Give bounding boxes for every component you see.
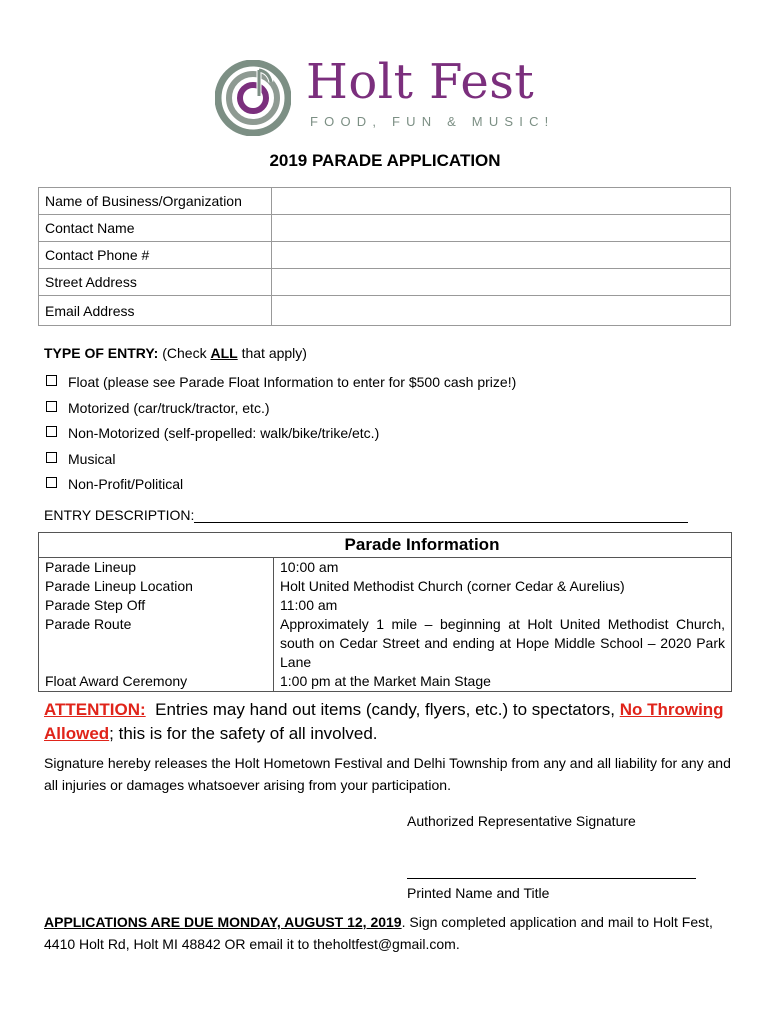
entry-option-float[interactable] [46, 372, 516, 392]
parade-label: Parade Step Off [39, 596, 274, 615]
option-label: Non-Motorized (self-propelled: walk/bike/trike/etc.) [68, 425, 380, 441]
parade-info-table [38, 532, 732, 692]
parade-value: 11:00 am [274, 596, 732, 615]
checkbox[interactable] [46, 452, 57, 463]
attention-tail: ; this is for the safety of all involved. [109, 724, 378, 743]
due-notice [44, 911, 744, 955]
logo-tagline: FOOD, FUN & MUSIC! [310, 114, 555, 129]
entry-description-field[interactable] [194, 508, 688, 523]
signature-field[interactable] [407, 878, 696, 879]
checkbox[interactable] [46, 401, 57, 412]
entry-description-label: ENTRY DESCRIPTION: [44, 507, 195, 523]
entry-option-musical[interactable] [46, 449, 115, 469]
logo-title: Holt Fest [306, 54, 535, 110]
contact-row [39, 188, 731, 215]
contact-label: Contact Phone # [39, 242, 272, 269]
table-row [39, 672, 732, 692]
contact-table [38, 187, 731, 326]
option-label: Motorized (car/truck/tractor, etc.) [68, 400, 270, 416]
entry-option-motorized[interactable] [46, 398, 270, 418]
contact-row [39, 296, 731, 326]
contact-phone-field[interactable] [272, 242, 731, 269]
email-address-field[interactable] [272, 296, 731, 326]
attention-label: ATTENTION: [44, 700, 146, 719]
table-row [39, 558, 732, 578]
due-date: APPLICATIONS ARE DUE MONDAY, AUGUST 12, 2019 [44, 914, 402, 930]
contact-row [39, 215, 731, 242]
checkbox[interactable] [46, 375, 57, 386]
signature-label: Authorized Representative Signature [407, 813, 636, 829]
parade-value: Holt United Methodist Church (corner Cedar & Aurelius) [274, 577, 732, 596]
street-address-field[interactable] [272, 269, 731, 296]
checkbox[interactable] [46, 477, 57, 488]
parade-value: Approximately 1 mile – beginning at Holt United Methodist Church, south on Cedar Street and ending at Hope Middle School – 2020 Park Lane [274, 615, 732, 672]
entry-option-non-motorized[interactable] [46, 423, 379, 443]
table-row [39, 615, 732, 672]
option-label: Float (please see Parade Float Information to enter for $500 cash prize!) [68, 374, 517, 390]
contact-name-field[interactable] [272, 215, 731, 242]
parade-value: 1:00 pm at the Market Main Stage [274, 672, 732, 692]
page-title: 2019 PARADE APPLICATION [269, 151, 501, 170]
table-row [39, 577, 732, 596]
attention-text: Entries may hand out items (candy, flyers, etc.) to spectators, [155, 700, 615, 719]
holt-fest-logo-icon [215, 60, 291, 136]
parade-info-heading: Parade Information [39, 533, 732, 558]
contact-label: Contact Name [39, 215, 272, 242]
contact-label: Name of Business/Organization [39, 188, 272, 215]
entry-type-heading [44, 343, 307, 363]
due-text: . Sign completed application and mail to Holt Fest, 4410 Holt Rd, Holt MI 48842 OR email it to theholtfest@gmail.com. [44, 914, 713, 952]
parade-label: Parade Lineup [39, 558, 274, 578]
option-label: Non-Profit/Political [68, 476, 184, 492]
entry-option-non-profit[interactable] [46, 474, 183, 494]
release-statement: Signature hereby releases the Holt Hometown Festival and Delhi Township from any and all liability for any and all injuries or damages whatsoever arising from your participation. [44, 755, 731, 793]
attention-notice [44, 698, 734, 746]
parade-label: Float Award Ceremony [39, 672, 274, 692]
table-row [39, 596, 732, 615]
option-label: Musical [68, 451, 116, 467]
parade-value: 10:00 am [274, 558, 732, 578]
contact-label: Email Address [39, 296, 272, 326]
parade-label: Parade Route [39, 615, 274, 672]
contact-row [39, 269, 731, 296]
entry-type-hint-pre: (Check [162, 345, 211, 361]
entry-type-hint-post: that apply) [237, 345, 307, 361]
no-throwing-warning: No Throwing Allowed [44, 700, 724, 743]
printed-name-label: Printed Name and Title [407, 885, 550, 901]
entry-type-hint-bold: ALL [210, 345, 238, 361]
entry-type-label: TYPE OF ENTRY: [44, 345, 159, 361]
business-name-field[interactable] [272, 188, 731, 215]
contact-label: Street Address [39, 269, 272, 296]
entry-description [44, 505, 688, 525]
parade-label: Parade Lineup Location [39, 577, 274, 596]
checkbox[interactable] [46, 426, 57, 437]
contact-row [39, 242, 731, 269]
